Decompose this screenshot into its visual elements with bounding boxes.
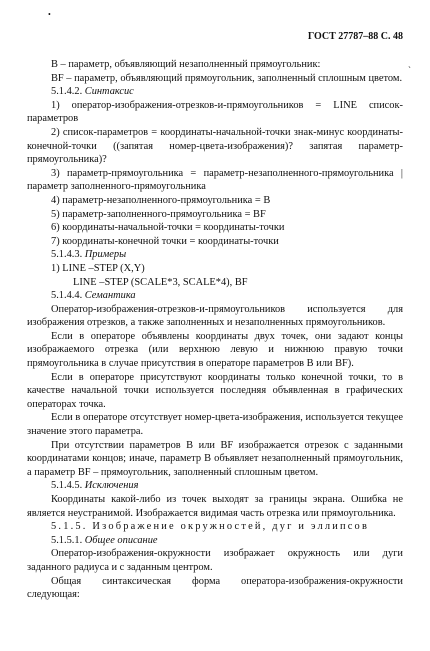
paragraph-text: 5.1.4.3.: [51, 249, 83, 261]
paragraph: [27, 493, 403, 520]
paragraph-text: 1) оператор-изображения-отрезков-и-прямоугольников = LINE список-параметров: [27, 99, 403, 125]
paragraph-text: 2) список-параметров = координаты-начальной-точки знак-минус координаты-конечной-точки ((запятая номер-цвета-изображения)? запятая параметр-прямоугольника)?: [27, 126, 403, 166]
paragraph-text: 6) координаты-начальной-точки = координаты-точки: [51, 222, 285, 234]
paragraph: [27, 276, 403, 290]
paragraph: [27, 289, 403, 303]
paragraph-text: 1) LINE –STEP (X,Y): [51, 262, 145, 274]
paragraph: [27, 575, 403, 602]
paragraph-text: 7) координаты-конечной точки = координаты-точки: [51, 235, 279, 247]
page-header: ГОСТ 27787–88 С. 48: [307, 31, 403, 42]
paragraph-text: 5.1.5.1.: [51, 534, 83, 546]
paragraph: [27, 411, 403, 438]
scan-mark: •: [48, 10, 51, 19]
scan-mark: ˋ: [408, 65, 411, 75]
paragraph: [27, 167, 403, 194]
paragraph-text: B – параметр, объявляющий незаполненный прямоугольник:: [51, 59, 321, 70]
paragraph: [27, 235, 403, 249]
paragraph: [27, 547, 403, 574]
section-heading: Исключения: [84, 480, 139, 492]
paragraph-text: Оператор-изображения-окружности изображает окружность или дуги заданного радиуса и с заданным центром.: [27, 548, 403, 573]
paragraph-text: Если в операторе отсутствует номер-цвета-изображения, используется текущее значение этого параметра.: [27, 412, 403, 438]
paragraph-text: 5.1.4.5.: [51, 480, 83, 492]
paragraph: [27, 221, 403, 235]
paragraph: [27, 534, 403, 548]
paragraph: [27, 194, 403, 208]
paragraph: [27, 85, 403, 99]
section-heading: Общее описание: [84, 534, 158, 546]
paragraph-text: Если в операторе объявлены координаты двух точек, они задают концы изображаемого отрезка (или верхнюю левую и нижнюю правую точки прямоугольника в случае присутствия в операторе параметров B или BF).: [27, 330, 403, 370]
paragraph: [27, 371, 403, 412]
paragraph: [27, 99, 403, 126]
paragraph: [27, 439, 403, 480]
paragraph: [27, 126, 403, 167]
section-heading: Синтаксис: [84, 86, 134, 98]
paragraph-text: 3) параметр-прямоугольника = параметр-незаполненного-прямоугольника | параметр заполненного-прямоугольника: [27, 167, 403, 193]
paragraph-text: Общая синтаксическая форма оператора-изображения-окружности следующая:: [27, 575, 403, 601]
paragraph: [27, 58, 403, 72]
section-heading: Примеры: [84, 249, 127, 261]
paragraph-text: 5) параметр-заполненного-прямоугольника = BF: [51, 208, 266, 220]
paragraph-text: Если в операторе присутствуют координаты только конечной точки, то в качестве начальной точки используется последняя объявленная в графических операторах точка.: [27, 371, 403, 410]
paragraph: [27, 520, 403, 534]
paragraph: [27, 248, 403, 262]
paragraph-text: LINE –STEP (SCALE*3, SCALE*4), BF: [73, 276, 248, 288]
paragraph-text: Оператор-изображения-отрезков-и-прямоугольников используется для изображения отрезков, а также заполненных и незаполненных прямоугольников.: [27, 303, 403, 329]
paragraph: [27, 303, 403, 330]
paragraph-text: 5.1.4.4.: [51, 290, 83, 302]
paragraph-text: 4) параметр-незаполненного-прямоугольника = B: [51, 194, 271, 206]
paragraph-text: BF – параметр, объявляющий прямоугольник, заполненный сплошным цветом.: [51, 72, 403, 84]
paragraph: [27, 262, 403, 276]
paragraph: [27, 72, 403, 86]
paragraph: [27, 330, 403, 371]
paragraph: [27, 208, 403, 222]
paragraph: [27, 479, 403, 493]
document-body: [27, 58, 403, 602]
paragraph-text: 5.1.4.2.: [51, 86, 83, 98]
paragraph-text: 5.1.5. Изображение окружностей, дуг и эллипсов: [51, 521, 370, 533]
paragraph-text: Координаты какой-либо из точек выходят за границы экрана. Ошибка не является неустранимой. Изображается видимая часть отрезка или прямоугольника.: [27, 494, 403, 519]
section-heading: Семантика: [84, 290, 136, 302]
paragraph-text: При отсутствии параметров B или BF изображается отрезок с заданными координатами концов; иначе, параметр B объявляет незаполненный прямоугольник, а параметр BF – прямоугольник, заполненный сплошным цветом.: [27, 439, 403, 478]
